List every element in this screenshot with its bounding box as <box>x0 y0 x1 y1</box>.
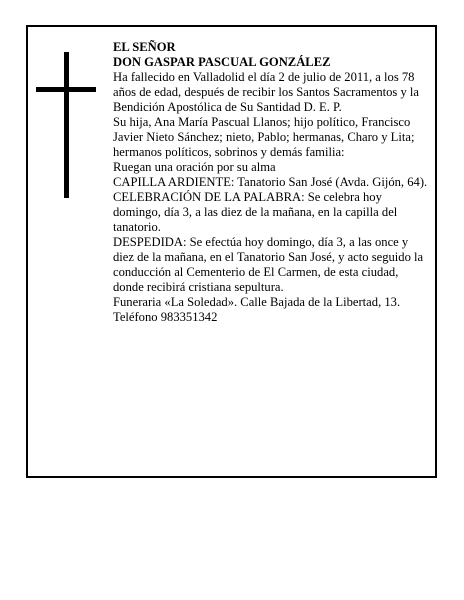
farewell-paragraph: DESPEDIDA: Se efectúa hoy domingo, día 3, a las once y diez de la mañana, en el Tanatorio San José, y acto seguido la conducción al Cementerio de El Carmen, de esta ciudad, donde recibirá cristiana sepultura. <box>113 235 424 294</box>
family-paragraph: Su hija, Ana María Pascual Llanos; hijo político, Francisco Javier Nieto Sánchez; nieto, Pablo; hermanas, Charo y Lita; hermanos políticos, sobrinos y demás familia: <box>113 115 415 159</box>
notice-title: EL SEÑOR <box>113 40 176 54</box>
funeral-home-paragraph: Funeraria «La Soledad». Calle Bajada de la Libertad, 13. Teléfono 983351342 <box>113 295 401 324</box>
cross-vertical-bar <box>64 52 69 198</box>
celebration-paragraph: CELEBRACIÓN DE LA PALABRA: Se celebra hoy domingo, día 3, a las diez de la mañana, en la capilla del tanatorio. <box>113 190 398 234</box>
cross-horizontal-bar <box>36 87 96 92</box>
chapel-paragraph: CAPILLA ARDIENTE: Tanatorio San José (Avda. Gijón, 64). <box>113 175 428 189</box>
obituary-text <box>113 40 431 325</box>
prayer-request-paragraph: Ruegan una oración por su alma <box>113 160 276 174</box>
death-announcement-paragraph: Ha fallecido en Valladolid el día 2 de julio de 2011, a los 78 años de edad, después de recibir los Santos Sacramentos y la Bendición Apostólica de Su Santidad D. E. P. <box>113 70 420 114</box>
deceased-name: DON GASPAR PASCUAL GONZÁLEZ <box>113 55 331 69</box>
cross-icon <box>36 52 96 198</box>
